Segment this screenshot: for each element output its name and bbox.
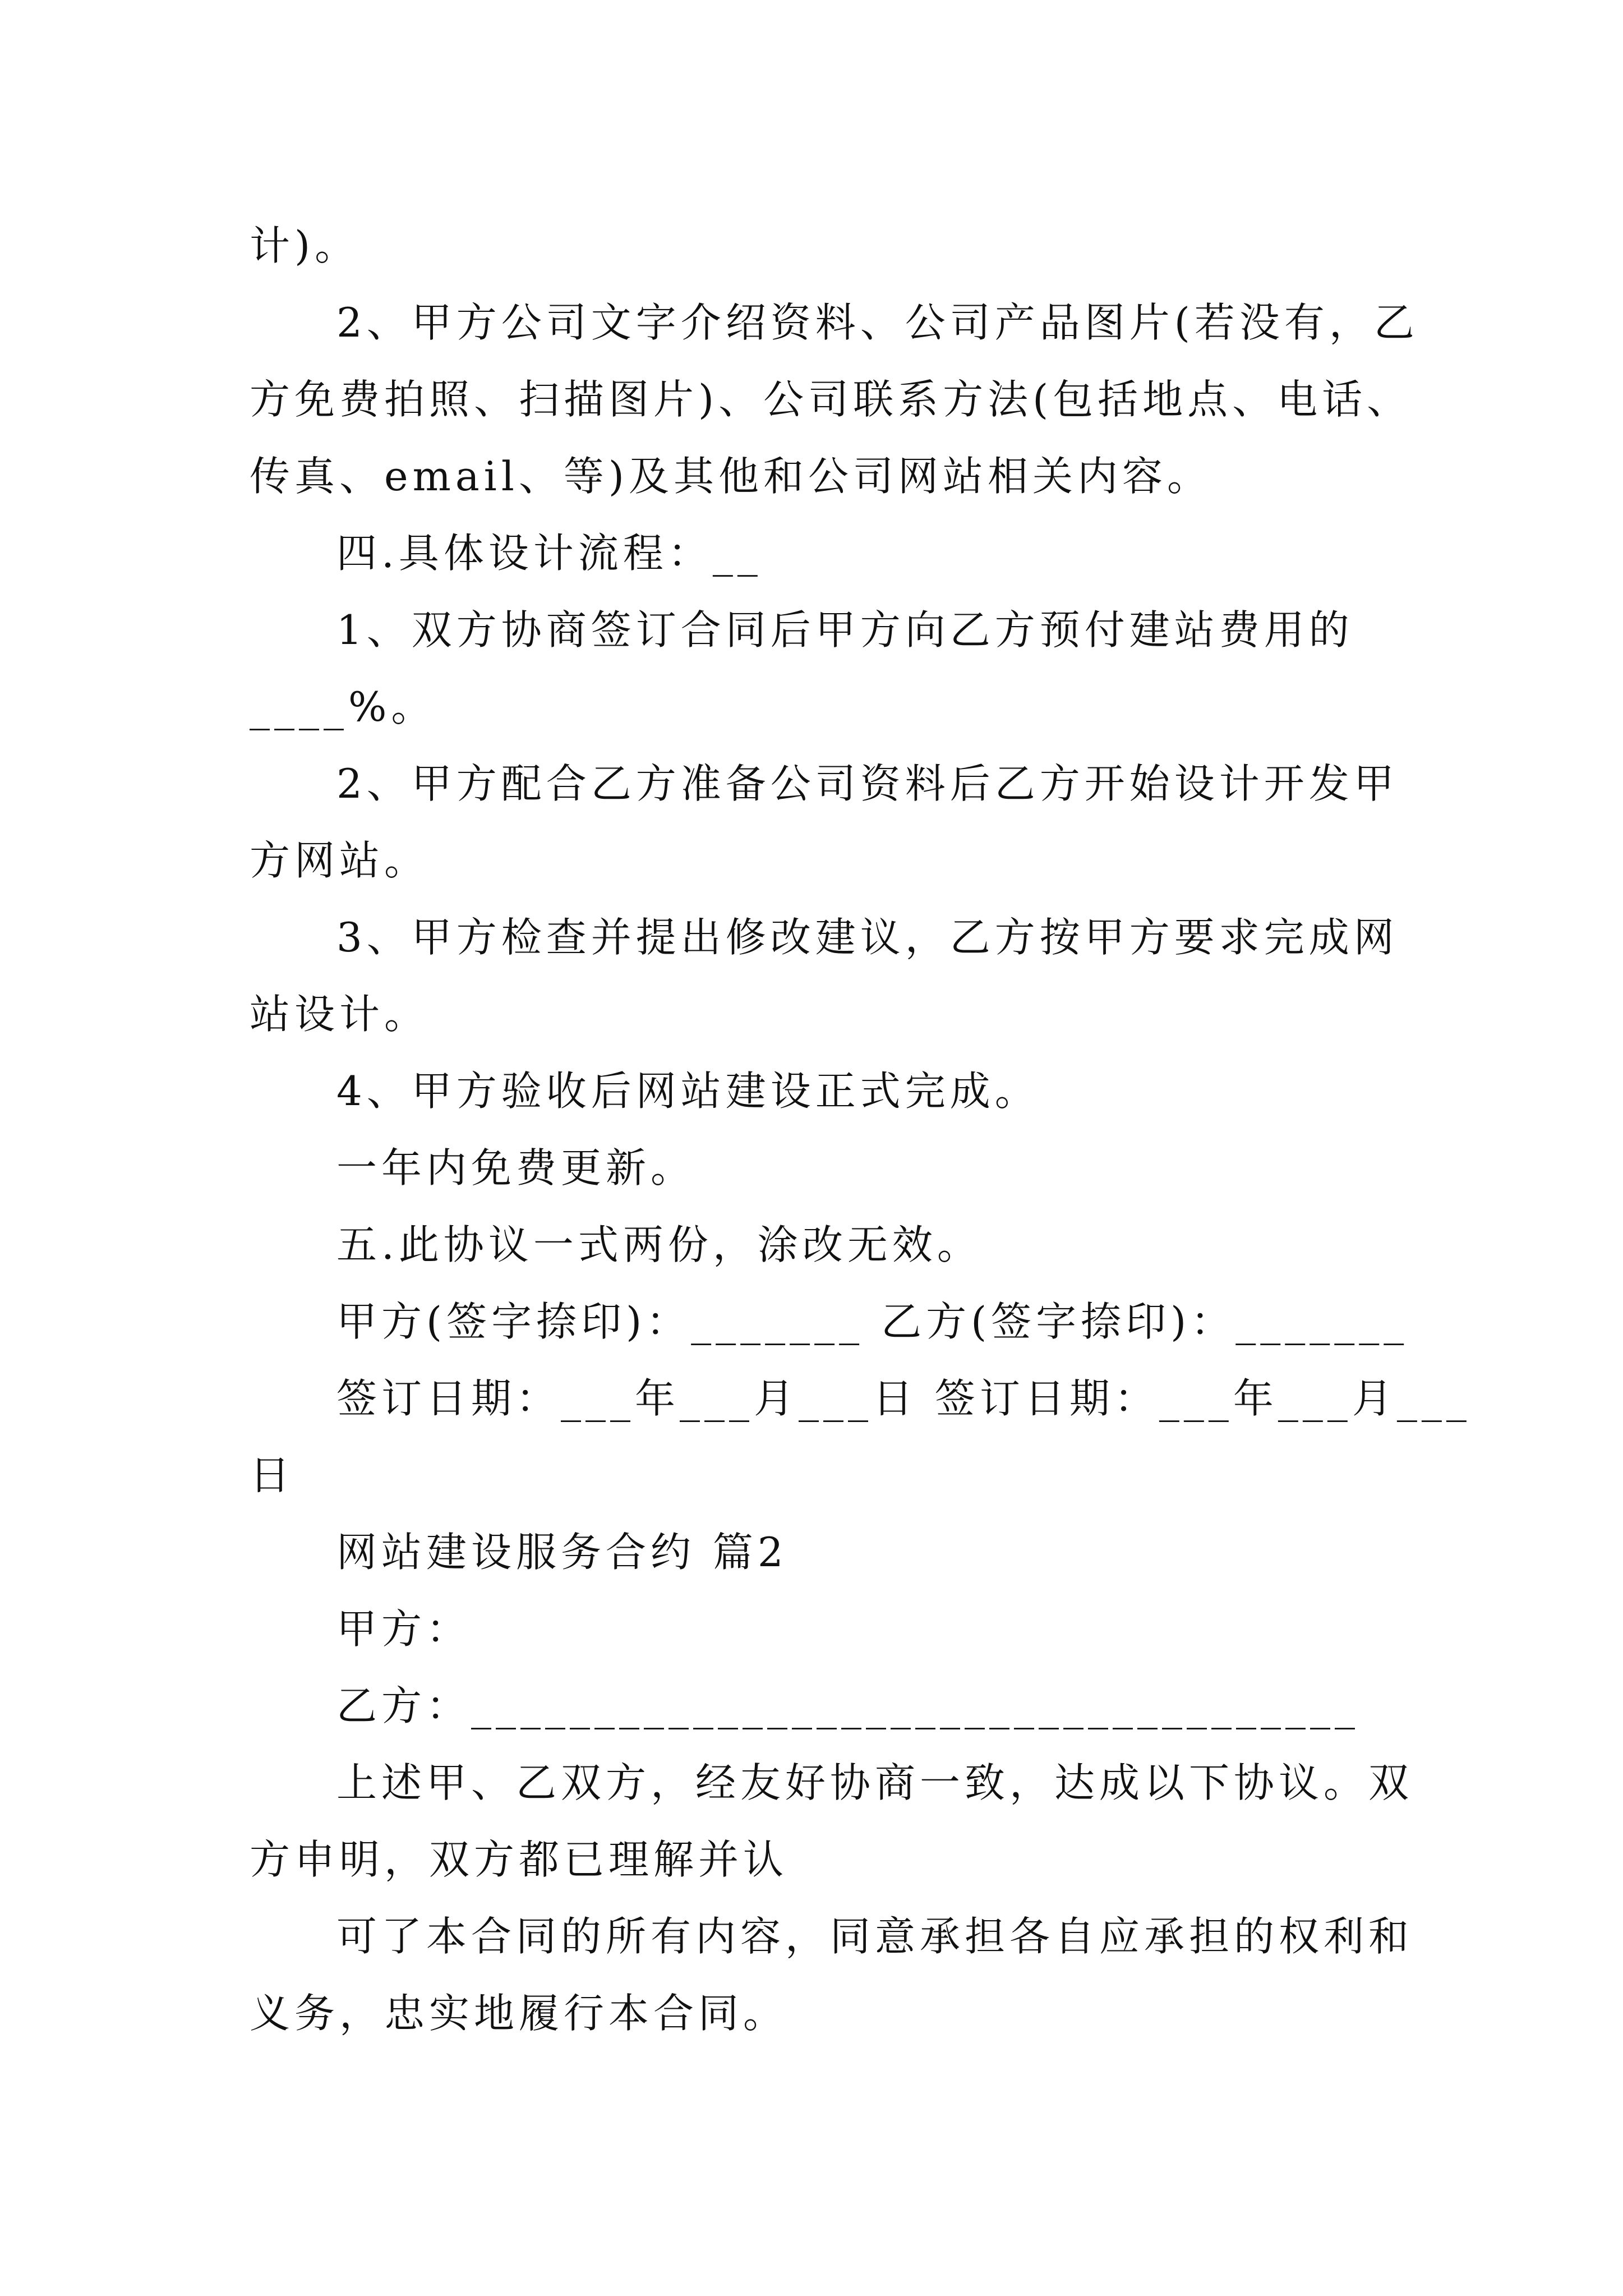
text-line: 一年内免费更新。 bbox=[336, 1144, 696, 1191]
section-heading: 四.具体设计流程：__ bbox=[336, 530, 762, 577]
text-line: 3、甲方检查并提出修改建议，乙方按甲方要求完成网 bbox=[336, 914, 1399, 961]
date-line: 签订日期：___年___月___日 签订日期：___年___月___ bbox=[336, 1375, 1471, 1422]
text-line: 方申明，双方都已理解并认 bbox=[250, 1836, 789, 1883]
text-line: 上述甲、乙双方，经友好协商一致，达成以下协议。双 bbox=[336, 1759, 1414, 1806]
text-line: 2、甲方公司文字介绍资料、公司产品图片(若没有，乙 bbox=[336, 299, 1419, 346]
text-line: 义务，忠实地履行本合同。 bbox=[250, 1990, 789, 2037]
text-line: ____%。 bbox=[250, 683, 436, 730]
text-line: 计)。 bbox=[250, 222, 360, 269]
text-line: 站设计。 bbox=[250, 991, 430, 1038]
text-line: 1、双方协商签订合同后甲方向乙方预付建站费用的 bbox=[336, 606, 1354, 654]
text-line: 方免费拍照、扫描图片)、公司联系方法(包括地点、电话、 bbox=[250, 376, 1412, 423]
text-line: 方网站。 bbox=[250, 837, 430, 884]
party-a-line: 甲方： bbox=[336, 1605, 472, 1653]
text-line: 4、甲方验收后网站建设正式完成。 bbox=[336, 1068, 1040, 1115]
signature-line: 甲方(签字捺印)：_______ 乙方(签字捺印)：_______ bbox=[336, 1298, 1409, 1345]
text-line: 可了本合同的所有内容，同意承担各自应承担的权利和 bbox=[336, 1913, 1414, 1960]
contract-title: 网站建设服务合约 篇2 bbox=[336, 1529, 788, 1576]
party-b-line: 乙方：____________________________________ bbox=[336, 1682, 1360, 1729]
text-line: 日 bbox=[250, 1452, 295, 1499]
text-line: 2、甲方配合乙方准备公司资料后乙方开始设计开发甲 bbox=[336, 760, 1399, 807]
text-line: 传真、email、等)及其他和公司网站相关内容。 bbox=[250, 453, 1212, 500]
section-heading: 五.此协议一式两份，涂改无效。 bbox=[336, 1221, 982, 1268]
